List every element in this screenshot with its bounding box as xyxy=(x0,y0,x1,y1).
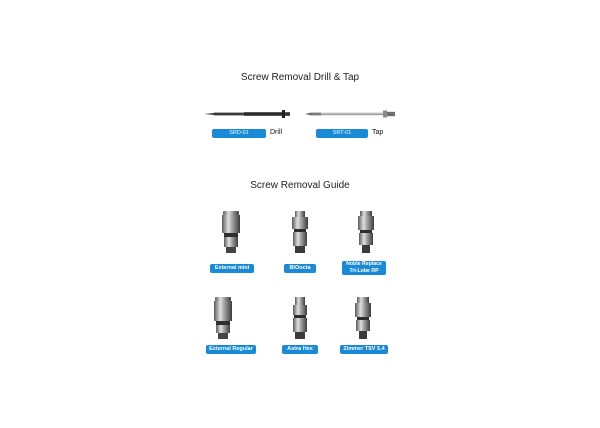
drill-code-badge: SRD-01 xyxy=(212,129,266,138)
guide-label-noble-line1: Noble Replace xyxy=(346,261,382,267)
guide-label-external-regular: External Regular xyxy=(206,345,256,354)
guide-label-noble-replace xyxy=(342,261,386,275)
guide-image-bioocta xyxy=(289,210,311,255)
guide-image-zimmer-tsv xyxy=(352,296,374,341)
drill-image xyxy=(204,108,290,120)
tap-image xyxy=(305,108,395,120)
guide-label-zimmer-tsv: Zimmer TSV 5.4 xyxy=(340,345,388,354)
guide-label-noble-line2: Tri-Lobe RP xyxy=(349,268,379,274)
guide-image-external-regular xyxy=(212,296,234,341)
tap-code-badge: SRT-01 xyxy=(316,129,368,138)
guide-image-astra-hex xyxy=(289,296,311,341)
guide-image-external-mini xyxy=(220,210,242,255)
guide-image-noble-replace xyxy=(355,210,377,255)
tap-label: Tap xyxy=(372,129,384,136)
guide-label-astra-hex: Astra Hex xyxy=(282,345,318,354)
guide-title: Screw Removal Guide xyxy=(250,180,350,191)
guide-label-bioocta: BIOocta xyxy=(284,264,316,273)
guide-label-external-mini: External mini xyxy=(210,264,254,273)
drill-tap-title: Screw Removal Drill & Tap xyxy=(240,72,360,83)
drill-label: Drill xyxy=(270,129,283,136)
